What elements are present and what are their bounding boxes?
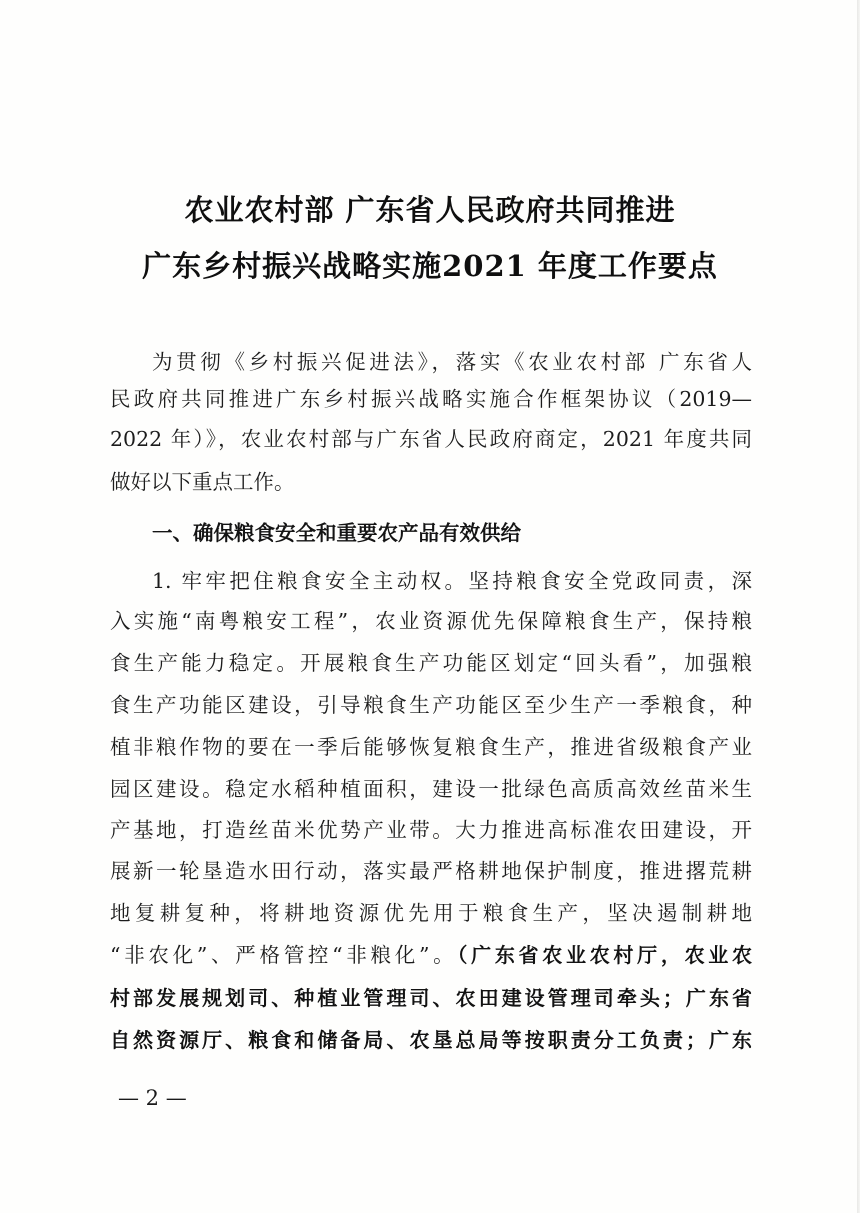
intro-line: 2022 年）》，农业农村部与广东省人民政府商定，2021 年度共同 <box>110 427 752 451</box>
paragraph-line: 园区建设。稳定水稻种植面积，建设一批绿色高质高效丝苗米生 <box>110 777 752 801</box>
page-number: — 2 — <box>118 1086 187 1110</box>
document-title-line-2: 广东乡村振兴战略实施2021 年度工作要点 <box>142 249 718 283</box>
paragraph-line-mixed <box>110 937 752 973</box>
paragraph-line: 食生产能力稳定。开展粮食生产功能区划定“回头看”，加强粮 <box>110 651 752 675</box>
responsibility-note: （广东省农业农村厅，农业农 <box>457 943 753 967</box>
section-heading: 一、确保粮食安全和重要农产品有效供给 <box>152 521 521 545</box>
responsibility-note-line: 村部发展规划司、种植业管理司、农田建设管理司牵头；广东省 <box>110 986 752 1010</box>
paragraph-text: “非农化”、严格管控“非粮化”。 <box>110 943 458 967</box>
paragraph-line: 植非粮作物的要在一季后能够恢复粮食生产，推进省级粮食产业 <box>110 735 752 759</box>
intro-line: 做好以下重点工作。 <box>110 470 295 494</box>
paragraph-line: 食生产功能区建设，引导粮食生产功能区至少生产一季粮食，种 <box>110 693 752 717</box>
paragraph-line: 展新一轮垦造水田行动，落实最严格耕地保护制度，推进撂荒耕 <box>110 859 752 883</box>
paragraph-line: 地复耕复种，将耕地资源优先用于粮食生产，坚决遏制耕地 <box>110 901 752 925</box>
document-title-line-1: 农业农村部 广东省人民政府共同推进 <box>184 193 676 227</box>
responsibility-note-line: 自然资源厅、粮食和储备局、农垦总局等按职责分工负责；广东 <box>110 1028 752 1052</box>
intro-line: 民政府共同推进广东乡村振兴战略实施合作框架协议（2019— <box>110 387 752 411</box>
paragraph-line: 入实施“南粤粮安工程”，农业资源优先保障粮食生产，保持粮 <box>110 609 752 633</box>
paragraph-line: 产基地，打造丝苗米优势产业带。大力推进高标准农田建设，开 <box>110 818 752 842</box>
paragraph-line: 1. 牢牢把住粮食安全主动权。坚持粮食安全党政同责，深 <box>152 569 752 593</box>
intro-line: 为贯彻《乡村振兴促进法》，落实《农业农村部 广东省人 <box>152 350 752 374</box>
